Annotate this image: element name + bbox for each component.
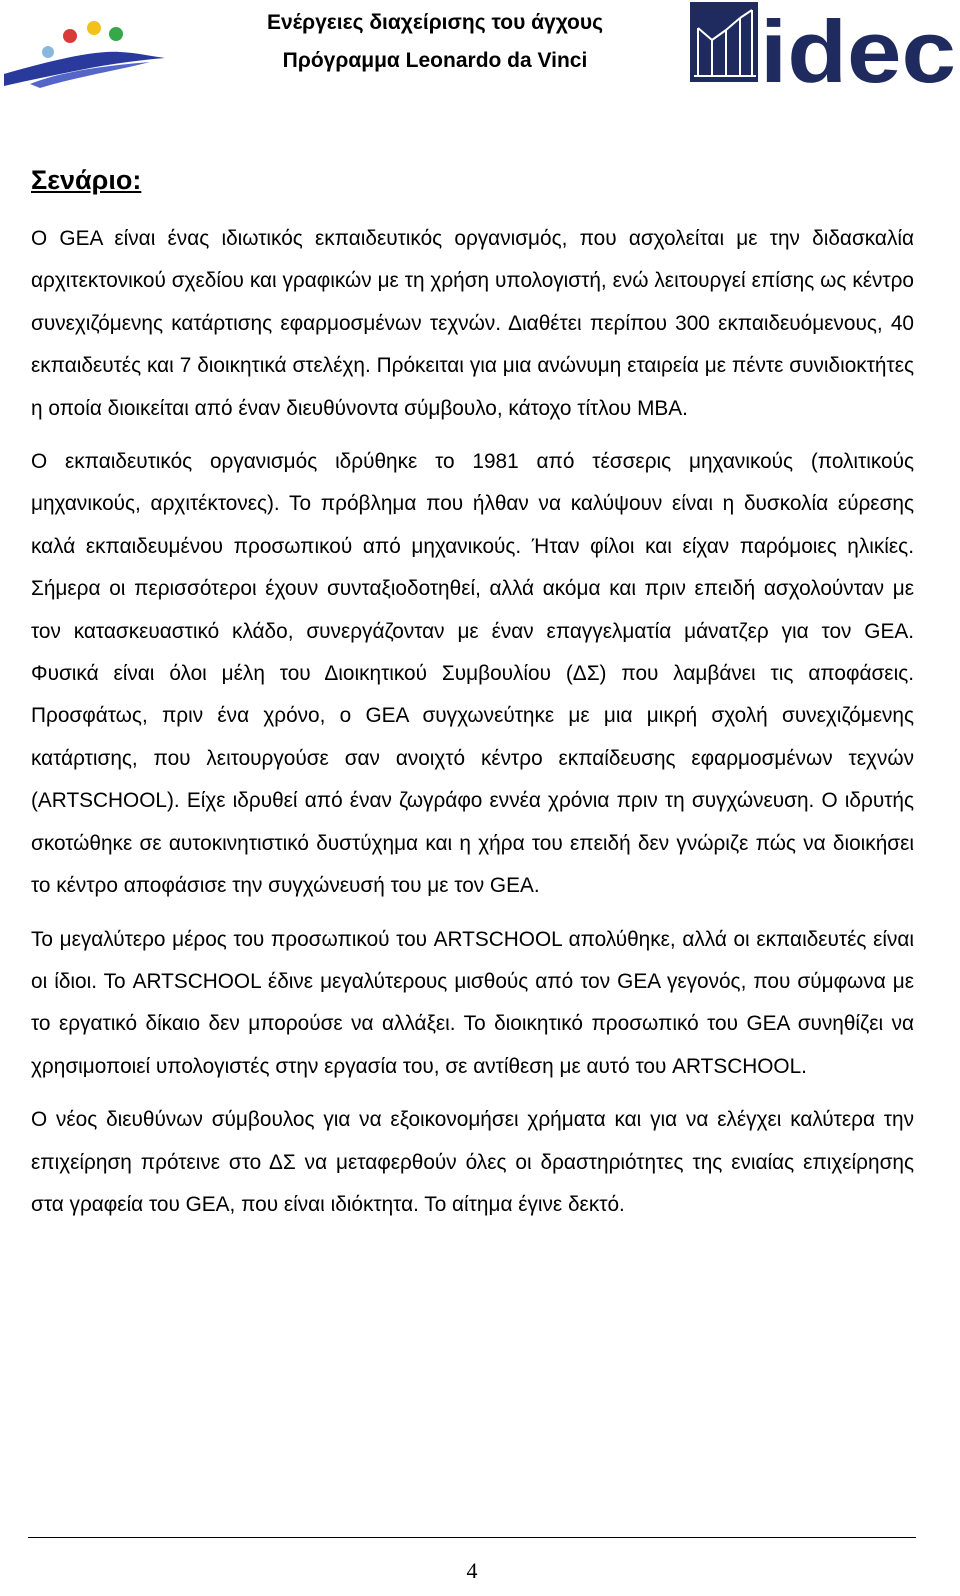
- page-number: 4: [466, 1558, 478, 1583]
- page-header: [0, 0, 960, 100]
- paragraph-1: Ο GEA είναι ένας ιδιωτικός εκπαιδευτικός οργανισμός, που ασχολείται με την διδασκαλία αρχιτεκτονικού σχεδίου και γραφικών με τη χρήση υπολογιστή, ενώ λειτουργεί επίσης ως κέντρο συνεχιζόμενης κατάρτισης εφαρμοσμένων τεχνών. Διαθέτει περίπου 300 εκπαιδευόμενους, 40 εκπαιδευτές και 7 διοικητικά στελέχη. Πρόκειται για μια ανώνυμη εταιρεία με πέντε συνιδιοκτήτες η οποία διοικείται από έναν διευθύνοντα σύμβουλο, κάτοχο τίτλου MBA.: [31, 227, 914, 420]
- header-title-line1: Ενέργειες διαχείρισης του άγχους: [266, 11, 604, 34]
- paragraph-4: Ο νέος διευθύνων σύμβουλος για να εξοικονομήσει χρήματα και για να ελέγχει καλύτερα την επιχείρηση πρότεινε στο ΔΣ να μεταφερθούν όλες οι δραστηριότητες της ενιαίας επιχείρησης στα γραφεία του GEA, που είναι ιδιόκτητα. Το αίτημα έγινε δεκτό.: [31, 1108, 914, 1216]
- footer-divider: [28, 1537, 916, 1538]
- paragraph-2: Ο εκπαιδευτικός οργανισμός ιδρύθηκε το 1981 από τέσσερις μηχανικούς (πολιτικούς μηχανικούς, αρχιτέκτονες). Το πρόβλημα που ήλθαν να καλύψουν είναι η δυσκολία εύρεσης καλά εκπαιδευμένου προσωπικού από μηχανικούς. Ήταν φίλοι και είχαν παρόμοιες ηλικίες. Σήμερα οι περισσότεροι έχουν συνταξιοδοτηθεί, αλλά ακόμα και πριν επειδή ασχολούνταν με τον κατασκευαστικό κλάδο, συνεργάζονταν με έναν επαγγελματία μάνατζερ για τον GEA. Φυσικά είναι όλοι μέλη του Διοικητικού Συμβουλίου (ΔΣ) που λαμβάνει τις αποφάσεις. Προσφάτως, πριν ένα χρόνο, ο GEA συγχωνεύτηκε με μια μικρή σχολή συνεχιζόμενης κατάρτισης, που λειτουργούσε σαν ανοιχτό κέντρο εκπαίδευσης εφαρμοσμένων τεχνών (ARTSCHOOL). Είχε ιδρυθεί από έναν ζωγράφο εννέα χρόνια πριν τη συγχώνευση. Ο ιδρυτής σκοτώθηκε σε αυτοκινητιστικό δυστύχημα και η χήρα του επειδή δεν γνώριζε πώς να διοικήσει το κέντρο αποφάσισε την συγχώνευσή του με τον GEA.: [31, 450, 914, 898]
- idec-logo-text: idec: [760, 2, 956, 86]
- leonardo-da-vinci-logo: [0, 12, 175, 92]
- paragraph-3: Το μεγαλύτερο μέρος του προσωπικού του ARTSCHOOL απολύθηκε, αλλά οι εκπαιδευτές είναι οι ίδιοι. Το ARTSCHOOL έδινε μεγαλύτερους μισθούς από τον GEA γεγονός, που σύμφωνα με το εργατικό δίκαιο δεν μπορούσε να αλλάξει. Το διοικητικό προσωπικό του GEA συνηθίζει να χρησιμοποιεί υπολογιστές στην εργασία του, σε αντίθεση με αυτό του ARTSCHOOL.: [31, 927, 914, 1078]
- idec-logo: [690, 2, 958, 86]
- header-title-line2: Πρόγραμμα Leonardo da Vinci: [282, 49, 588, 72]
- body-text: [31, 218, 914, 1237]
- section-title: Σενάριο:: [31, 165, 142, 195]
